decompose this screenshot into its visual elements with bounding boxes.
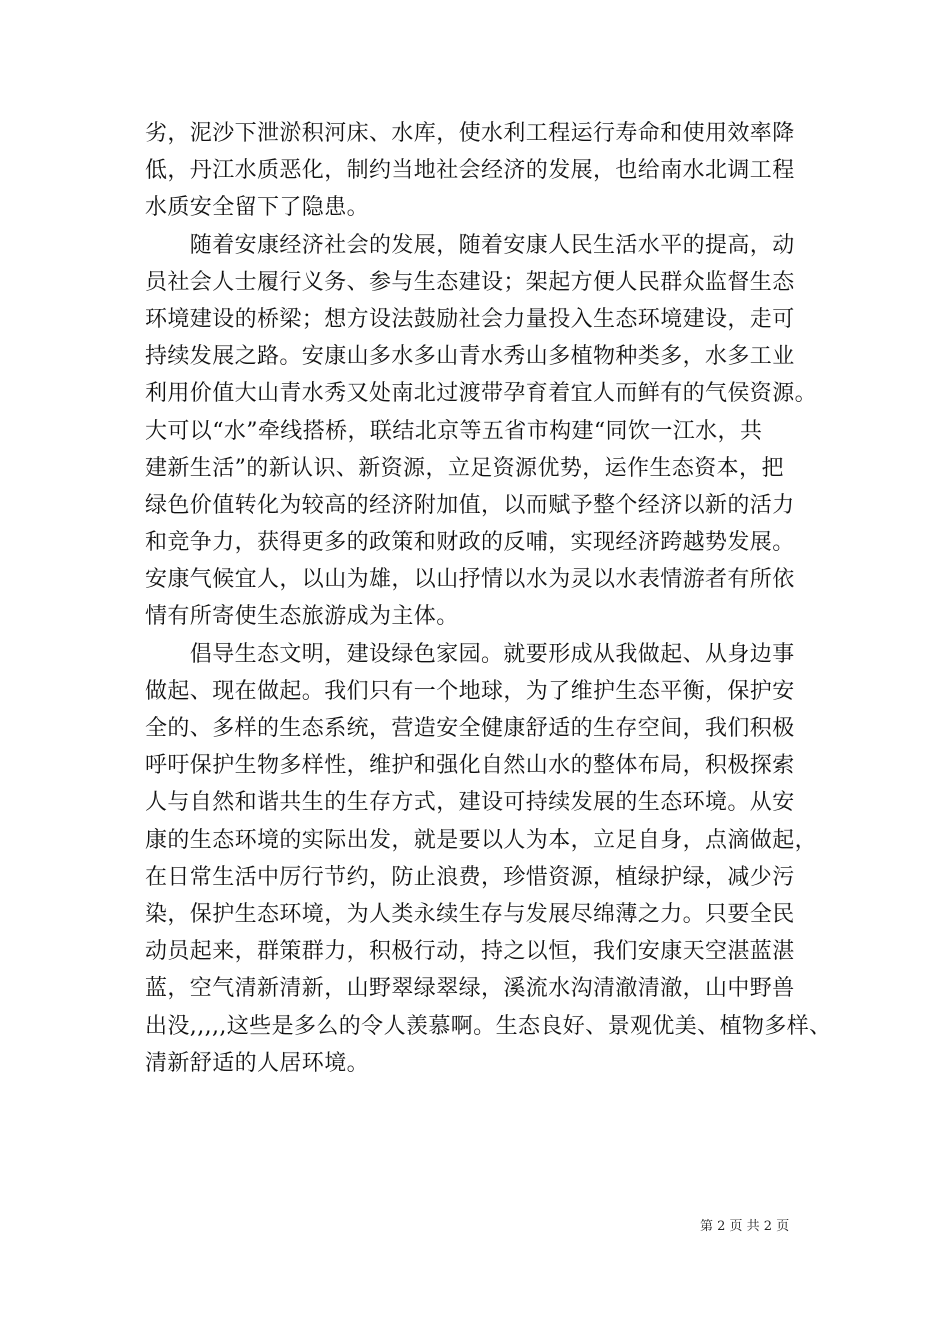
text-line: 呼吁保护生物多样性，维护和强化自然山水的整体布局，积极探索 <box>145 753 795 779</box>
text-line: 安康气候宜人，以山为雄，以山抒情以水为灵以水表情游者有所依 <box>145 567 795 593</box>
text-line: 染，保护生态环境，为人类永续生存与发展尽绵薄之力。只要全民 <box>145 901 795 927</box>
text-line: 动员起来，群策群力，积极行动，持之以恒，我们安康天空湛蓝湛 <box>145 939 795 965</box>
text-line: 劣，泥沙下泄淤积河床、水库，使水利工程运行寿命和使用效率降 <box>145 121 795 146</box>
text-line: 低，丹江水质恶化，制约当地社会经济的发展，也给南水北调工程 <box>145 158 795 184</box>
text-line: 水质安全留下了隐患。 <box>145 195 370 221</box>
text-line: 全的、多样的生态系统，营造安全健康舒适的生存空间，我们积极 <box>145 716 795 741</box>
page-number: 第 2 页 共 2 页 <box>700 1219 790 1234</box>
text-line: 出没,,,,,这些是多么的令人羡慕啊。生态良好、景观优美、植物多样、 <box>145 1013 832 1039</box>
text-line: 倡导生态文明，建设绿色家园。就要形成从我做起、从身边事 <box>145 641 795 667</box>
text-line: 做起、现在做起。我们只有一个地球，为了维护生态平衡，保护安 <box>145 678 795 704</box>
text-line: 建新生活”的新认识、新资源，立足资源优势，运作生态资本，把 <box>145 455 784 481</box>
text-line: 在日常生活中厉行节约，防止浪费，珍惜资源，植绿护绿，减少污 <box>145 864 795 890</box>
text-line: 情有所寄使生态旅游成为主体。 <box>145 604 459 630</box>
text-line: 利用价值大山青水秀又处南北过渡带孕育着宜人而鲜有的气侯资源。 <box>145 381 818 407</box>
text-line: 环境建设的桥梁；想方设法鼓励社会力量投入生态环境建设，走可 <box>145 306 795 332</box>
text-line: 清新舒适的人居环境。 <box>145 1050 370 1076</box>
text-line: 大可以“水”牵线搭桥，联结北京等五省市构建“同饮一江水，共 <box>145 418 763 444</box>
text-line: 人与自然和谐共生的生存方式，建设可持续发展的生态环境。从安 <box>145 790 795 816</box>
text-line: 和竞争力，获得更多的政策和财政的反哺，实现经济跨越势发展。 <box>145 530 795 556</box>
text-line: 随着安康经济社会的发展，随着安康人民生活水平的提高，动 <box>145 232 795 258</box>
text-line: 绿色价值转化为较高的经济附加值，以而赋予整个经济以新的活力 <box>145 492 795 518</box>
text-line: 员社会人士履行义务、参与生态建设；架起方便人民群众监督生态 <box>145 269 795 295</box>
text-line: 持续发展之路。安康山多水多山青水秀山多植物种类多，水多工业 <box>145 344 795 370</box>
text-line: 蓝，空气清新清新，山野翠绿翠绿，溪流水沟清澈清澈，山中野兽 <box>145 976 795 1002</box>
text-line: 康的生态环境的实际出发，就是要以人为本，立足自身，点滴做起， <box>145 827 818 853</box>
document-body <box>145 115 832 1082</box>
